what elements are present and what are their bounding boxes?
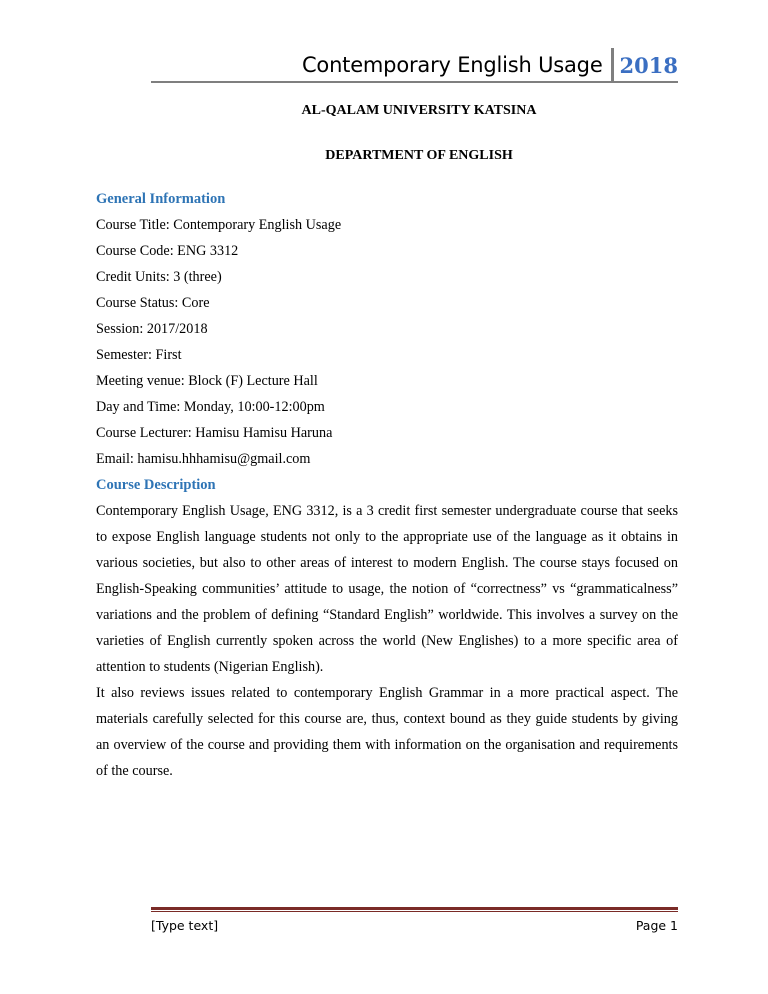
description-paragraph-1: Contemporary English Usage, ENG 3312, is a 3 credit first semester undergraduate course that seeks to expose English language students not only to the appropriate use of the language as it obtains in various societies, but also to other areas of interest to modern English. The course stays focused on English-Speaking communities’ attitude to usage, the notion of “correctness” vs “grammaticalness” variations and the problem of defining “Standard English” worldwide. This involves a survey on the varieties of English currently spoken across the world (New Englishes) to a more specific area of attention to students (Nigerian English). bbox=[96, 503, 678, 675]
general-info-heading: General Information bbox=[96, 191, 226, 207]
header-title: Contemporary English Usage bbox=[301, 53, 603, 77]
footer-rule-thin bbox=[151, 911, 678, 912]
info-credit-units: Credit Units: 3 (three) bbox=[96, 269, 222, 285]
course-description-heading: Course Description bbox=[96, 477, 216, 493]
university-heading: AL-QALAM UNIVERSITY KATSINA bbox=[301, 103, 537, 118]
info-meeting-venue: Meeting venue: Block (F) Lecture Hall bbox=[96, 373, 318, 389]
page-number: Page 1 bbox=[635, 918, 678, 933]
info-day-time: Day and Time: Monday, 10:00-12:00pm bbox=[96, 399, 325, 415]
footer-rule bbox=[151, 907, 678, 910]
footer-placeholder-text: [Type text] bbox=[151, 918, 219, 933]
header-rule bbox=[151, 81, 678, 83]
department-heading: DEPARTMENT OF ENGLISH bbox=[325, 148, 513, 163]
info-course-status: Course Status: Core bbox=[96, 295, 210, 311]
info-session: Session: 2017/2018 bbox=[96, 321, 208, 337]
header-year: 2018 bbox=[619, 52, 678, 78]
info-course-title: Course Title: Contemporary English Usage bbox=[96, 217, 342, 233]
page-header bbox=[302, 48, 678, 82]
info-course-code: Course Code: ENG 3312 bbox=[96, 243, 239, 259]
info-email: Email: hamisu.hhhamisu@gmail.com bbox=[96, 451, 311, 467]
document-body bbox=[96, 186, 678, 784]
info-semester: Semester: First bbox=[96, 347, 182, 363]
description-paragraph-2: It also reviews issues related to contemporary English Grammar in a more practical aspect. The materials carefully selected for this course are, thus, context bound as they guide students by giving an overview of the course and providing them with information on the organisation and requirements of the course. bbox=[96, 685, 678, 779]
info-lecturer: Course Lecturer: Hamisu Hamisu Haruna bbox=[96, 425, 333, 441]
